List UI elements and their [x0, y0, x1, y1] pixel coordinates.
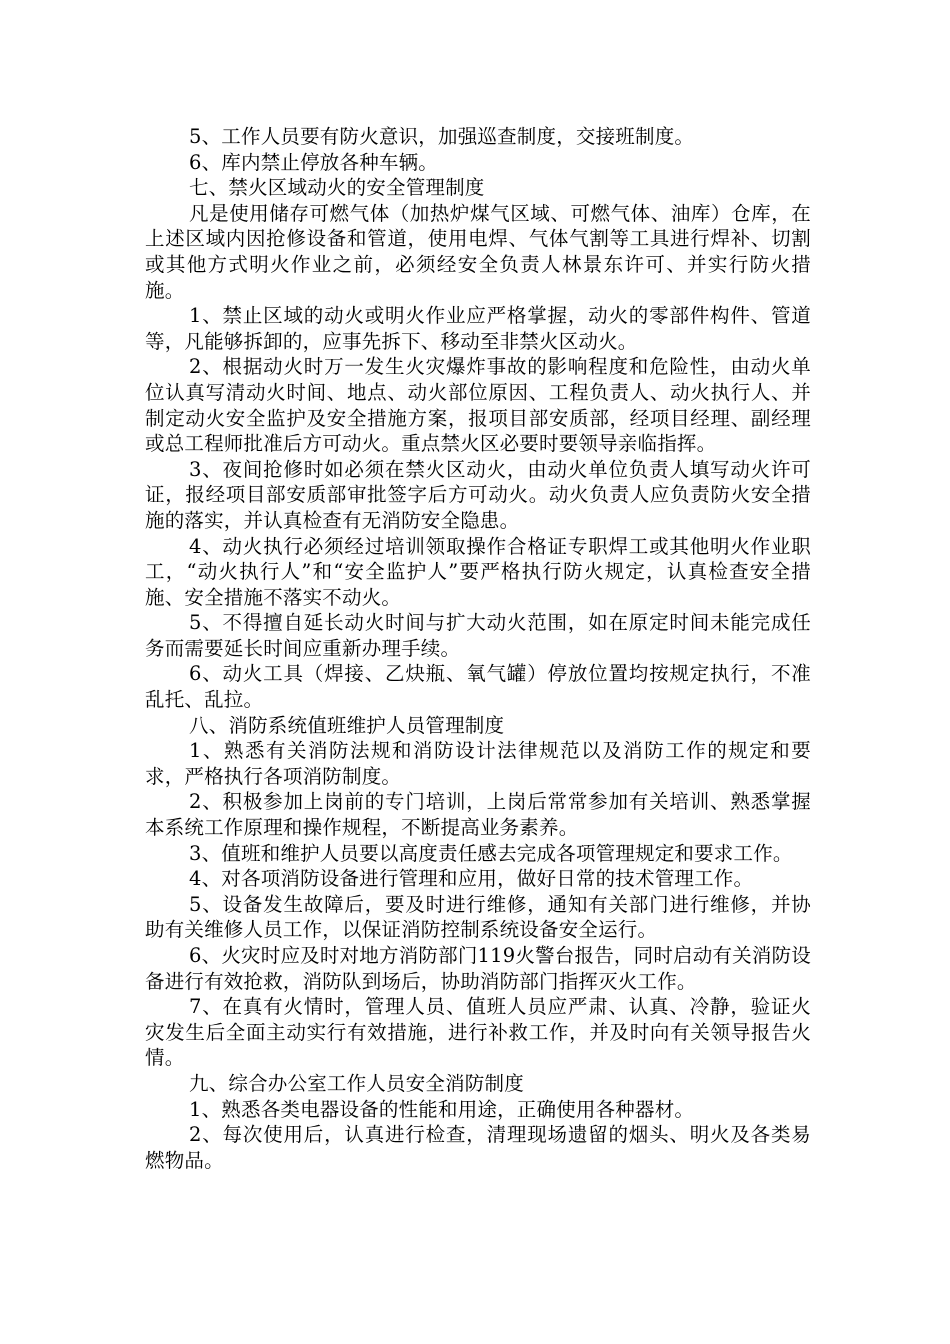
paragraph: 6、动火工具（焊接、乙炔瓶、氧气罐）停放位置均按规定执行，不准乱托、乱拉。 [145, 662, 811, 712]
paragraph: 5、工作人员要有防火意识，加强巡查制度，交接班制度。 [189, 125, 695, 148]
paragraph: 4、动火执行必须经过培训领取操作合格证专职焊工或其他明火作业职工，“动火执行人”和“安全监护人”要严格执行防火规定，认真检查安全措施、安全措施不落实不动火。 [145, 534, 811, 609]
paragraph: 3、值班和维护人员要以高度责任感去完成各项管理规定和要求工作。 [189, 841, 793, 865]
paragraph: 1、禁止区域的动火或明火作业应严格掌握，动火的零部件构件、管道等，凡能够拆卸的，应事先拆下、移动至非禁火区动火。 [145, 304, 811, 353]
paragraph: 2、根据动火时万一发生火灾爆炸事故的影响程度和危险性，由动火单位认真写清动火时间、地点、动火部位原因、工程负责人、动火执行人、并制定动火安全监护及安全措施方案，报项目部安质部，经项目经理、副经理或总工程师批准后方可动火。重点禁火区必要时要领导亲临指挥。 [145, 355, 811, 456]
paragraph: 凡是使用储存可燃气体（加热炉煤气区域、可燃气体、油库）仓库，在上述区域内因抢修设备和管道，使用电焊、气体气割等工具进行焊补、切割或其他方式明火作业之前，必须经安全负责人林景东许可、并实行防火措施。 [145, 201, 811, 302]
section-heading: 七、禁火区域动火的安全管理制度 [189, 176, 485, 200]
paragraph: 6、火灾时应及时对地方消防部门119火警台报告，同时启动有关消防设备进行有效抢救，消防队到场后，协助消防部门指挥灭火工作。 [145, 944, 811, 993]
paragraph: 2、每次使用后，认真进行检查，清理现场遗留的烟头、明火及各类易燃物品。 [145, 1123, 811, 1172]
section-heading: 八、消防系统值班维护人员管理制度 [189, 713, 505, 737]
paragraph: 2、积极参加上岗前的专门培训，上岗后常常参加有关培训、熟悉掌握本系统工作原理和操作规程，不断提高业务素养。 [145, 790, 811, 840]
paragraph: 5、设备发生故障后，要及时进行维修，通知有关部门进行维修，并协助有关维修人员工作，以保证消防控制系统设备安全运行。 [145, 892, 811, 942]
paragraph: 3、夜间抢修时如必须在禁火区动火，由动火单位负责人填写动火许可证，报经项目部安质部审批签字后方可动火。动火负责人应负责防火安全措施的落实，并认真检查有无消防安全隐患。 [145, 457, 811, 532]
paragraph: 5、不得擅自延长动火时间与扩大动火范围，如在原定时间未能完成任务而需要延长时间应重新办理手续。 [145, 611, 811, 660]
paragraph: 1、熟悉有关消防法规和消防设计法律规范以及消防工作的规定和要求，严格执行各项消防制度。 [145, 739, 811, 788]
paragraph: 7、在真有火情时，管理人员、值班人员应严肃、认真、冷静，验证火灾发生后全面主动实行有效措施，进行补救工作，并及时向有关领导报告火情。 [145, 995, 811, 1070]
document-body [145, 124, 811, 1173]
paragraph: 1、熟悉各类电器设备的性能和用途，正确使用各种器材。 [189, 1097, 695, 1121]
section-heading: 九、综合办公室工作人员安全消防制度 [189, 1071, 524, 1095]
paragraph: 4、对各项消防设备进行管理和应用，做好日常的技术管理工作。 [189, 867, 754, 891]
paragraph: 6、库内禁止停放各种车辆。 [189, 150, 439, 174]
